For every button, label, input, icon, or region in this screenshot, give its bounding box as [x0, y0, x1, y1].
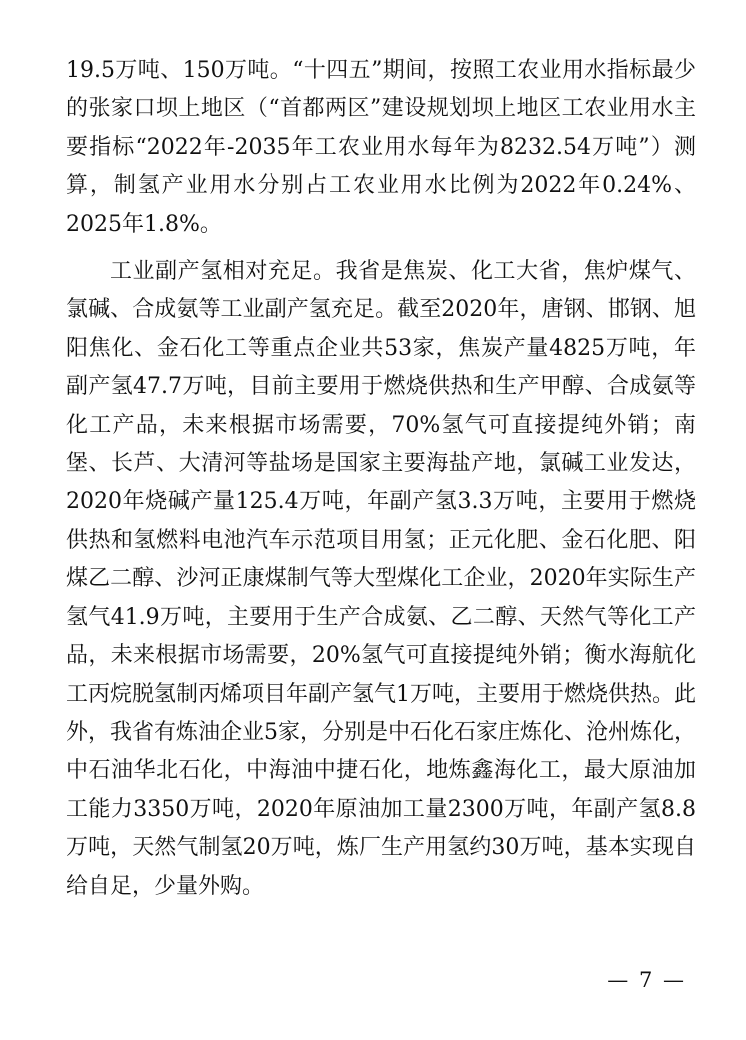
paragraph-water-usage: 19.5万吨、150万吨。“十四五”期间，按照工农业用水指标最少的张家口坝上地区（“首都两区”建设规划坝上地区工农业用水主要指标“2022年-2035年工农业用水每年为8232.54万吨”）测算，制氢产业用水分别占工农业用水比例为2022年0.24%、2025年1.8%。: [66, 58, 696, 237]
document-body: [66, 52, 696, 906]
page-number: — 7 —: [607, 968, 686, 992]
paragraph-industrial-byproduct-hydrogen: 工业副产氢相对充足。我省是焦炭、化工大省，焦炉煤气、氯碱、合成氨等工业副产氢充足。截至2020年，唐钢、邯钢、旭阳焦化、金石化工等重点企业共53家，焦炭产量4825万吨，年副产氢47.7万吨，目前主要用于燃烧供热和生产甲醇、合成氨等化工产品，未来根据市场需要，70%氢气可直接提纯外销；南堡、长芦、大清河等盐场是国家主要海盐产地，氯碱工业发达，2020年烧碱产量125.4万吨，年副产氢3.3万吨，主要用于燃烧供热和氢燃料电池汽车示范项目用氢；正元化肥、金石化肥、阳煤乙二醇、沙河正康煤制气等大型煤化工企业，2020年实际生产氢气41.9万吨，主要用于生产合成氨、乙二醇、天然气等化工产品，未来根据市场需要，20%氢气可直接提纯外销；衡水海航化工丙烷脱氢制丙烯项目年副产氢气1万吨，主要用于燃烧供热。此外，我省有炼油企业5家，分别是中石化石家庄炼化、沧州炼化，中石油华北石化，中海油中捷石化，地炼鑫海化工，最大原油加工能力3350万吨，2020年原油加工量2300万吨，年副产氢8.8万吨，天然气制氢20万吨，炼厂生产用氢约30万吨，基本实现自给自足，少量外购。: [66, 259, 696, 899]
